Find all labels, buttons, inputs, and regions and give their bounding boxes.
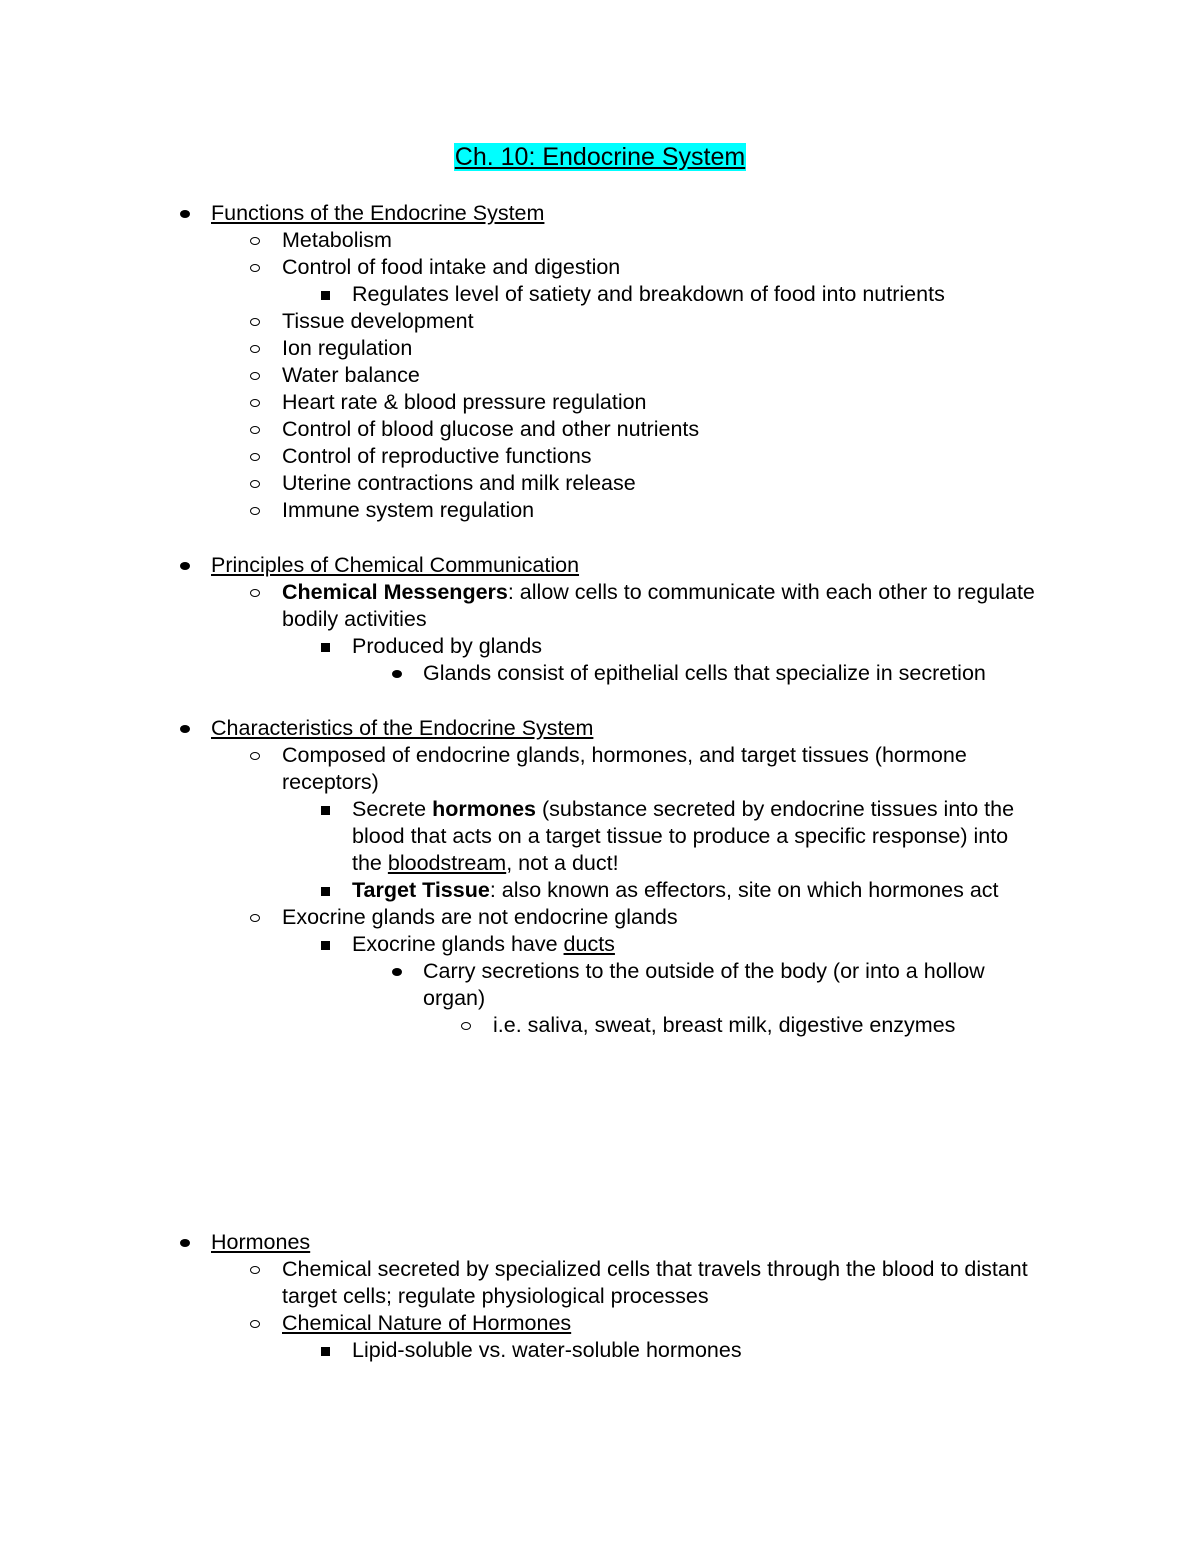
circle-bullet-icon [245,335,265,362]
list-item: Ion regulation [0,335,1200,362]
section-heading: Principles of Chemical Communication [211,553,580,577]
circle-bullet-icon [245,1310,265,1337]
section-heading: Characteristics of the Endocrine System [211,716,594,740]
page-title [0,140,1200,174]
square-bullet-icon [315,931,335,958]
square-bullet-icon [315,633,335,660]
list-item: Chemical Messengers: allow cells to communicate with each other to regulate bodily activities [0,579,1200,633]
term: Target Tissue [352,878,490,902]
list-item: Carry secretions to the outside of the body (or into a hollow organ) [0,958,1200,1012]
square-bullet-icon [315,796,335,823]
list-item [0,1229,1200,1256]
circle-bullet-icon [245,443,265,470]
list-item: Composed of endocrine glands, hormones, and target tissues (hormone receptors) [0,742,1200,796]
list-item: Glands consist of epithelial cells that specialize in secretion [0,660,1200,687]
list-item: Exocrine glands have ducts [0,931,1200,958]
list-item: i.e. saliva, sweat, breast milk, digestive enzymes [0,1012,1200,1039]
circle-bullet-icon [245,362,265,389]
list-item [0,715,1200,742]
circle-bullet-icon [245,254,265,281]
list-item: Target Tissue: also known as effectors, site on which hormones act [0,877,1200,904]
list-item: Lipid-soluble vs. water-soluble hormones [0,1337,1200,1364]
underlined-term: ducts [563,932,615,956]
underlined-term: Chemical Nature of Hormones [282,1311,572,1335]
list-item: Control of blood glucose and other nutrients [0,416,1200,443]
list-item: Control of food intake and digestion [0,254,1200,281]
bullet-icon [174,715,194,742]
underlined-term: bloodstream [387,851,507,875]
circle-bullet-icon [245,389,265,416]
list-item [0,200,1200,227]
circle-bullet-icon [245,497,265,524]
term: hormones [432,797,537,821]
list-item: Chemical secreted by specialized cells that travels through the blood to distant target cells; regulate physiological processes [0,1256,1200,1310]
list-item [0,1310,1200,1337]
list-item: Metabolism [0,227,1200,254]
list-item: Regulates level of satiety and breakdown of food into nutrients [0,281,1200,308]
bullet-icon [174,1229,194,1256]
bullet-icon [386,958,406,985]
bullet-icon [174,200,194,227]
list-item: Control of reproductive functions [0,443,1200,470]
section-characteristics [0,715,1200,1039]
list-item [0,552,1200,579]
term: Chemical Messengers [282,580,508,604]
bullet-icon [174,552,194,579]
square-bullet-icon [315,1337,335,1364]
page-title-text: Ch. 10: Endocrine System [454,143,746,171]
list-item: Water balance [0,362,1200,389]
list-item: Uterine contractions and milk release [0,470,1200,497]
list-item: Secrete hormones (substance secreted by endocrine tissues into the blood that acts on a target tissue to produce a specific response) into the bloodstream, not a duct! [0,796,1200,877]
list-item: Tissue development [0,308,1200,335]
list-item: Exocrine glands are not endocrine glands [0,904,1200,931]
circle-bullet-icon [245,742,265,769]
section-heading: Hormones [211,1230,311,1254]
section-hormones [0,1229,1200,1364]
section-heading: Functions of the Endocrine System [211,201,545,225]
bullet-icon [386,660,406,687]
circle-bullet-icon [245,579,265,606]
list-item: Produced by glands [0,633,1200,660]
square-bullet-icon [315,281,335,308]
square-bullet-icon [315,877,335,904]
section-principles [0,552,1200,687]
circle-bullet-icon [245,227,265,254]
circle-bullet-icon [245,470,265,497]
section-functions [0,200,1200,524]
circle-bullet-icon [245,308,265,335]
circle-bullet-icon [245,904,265,931]
list-item: Heart rate & blood pressure regulation [0,389,1200,416]
circle-bullet-icon [245,416,265,443]
circle-bullet-icon [456,1012,476,1039]
circle-bullet-icon [245,1256,265,1283]
list-item: Immune system regulation [0,497,1200,524]
